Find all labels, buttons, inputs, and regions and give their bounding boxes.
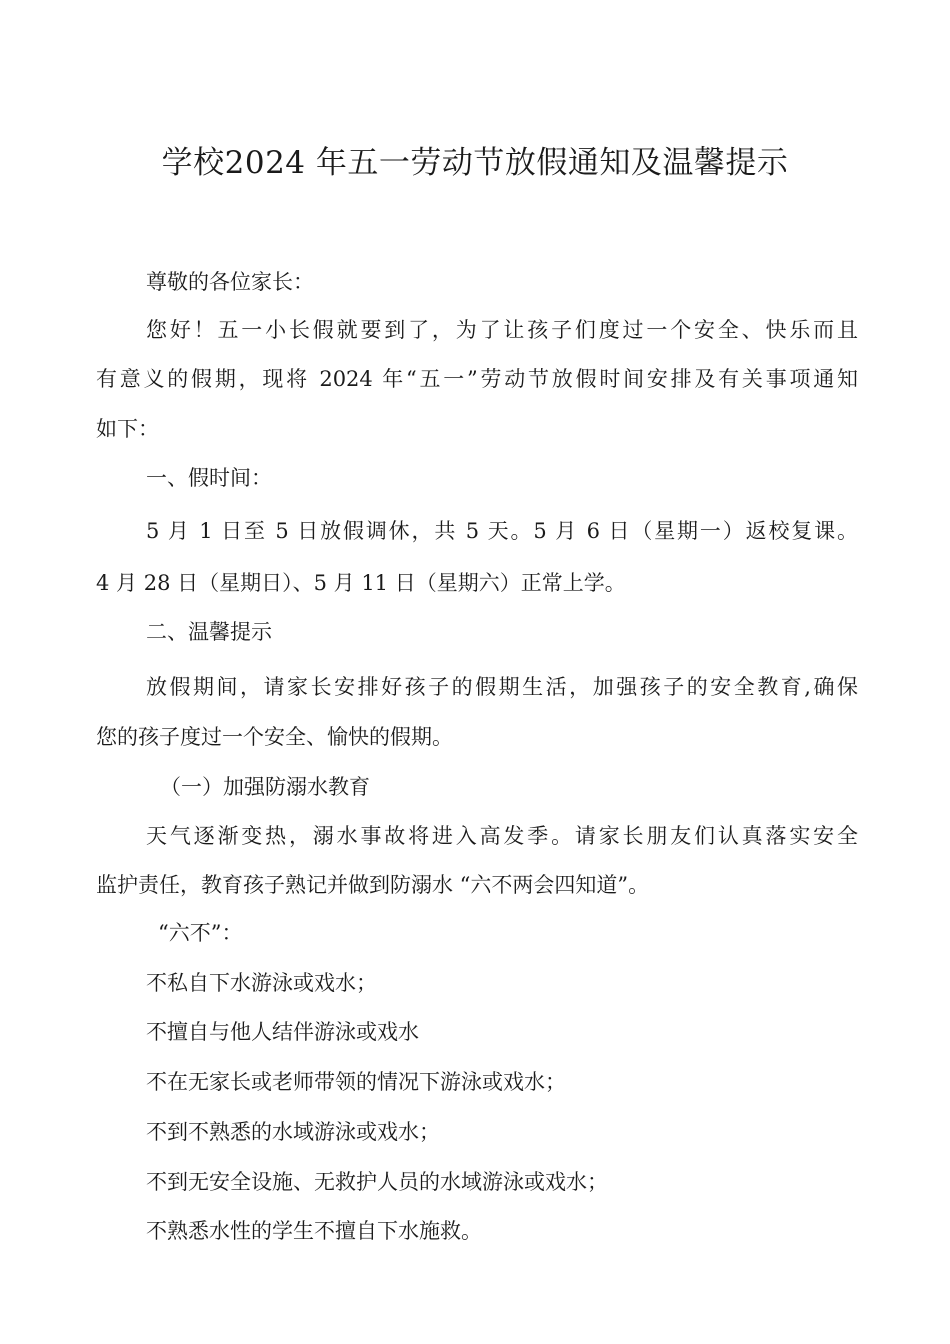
section-1-heading: 一、假时间： — [146, 466, 272, 490]
intro-line-3: 如下： — [96, 417, 159, 441]
list-item: 不熟悉水性的学生不擅自下水施救。 — [146, 1219, 482, 1243]
document-title: 学校2024 年五一劳动节放假通知及温馨提示 — [161, 145, 789, 181]
intro-line-2: 有意义的假期，现将 2024 年“五一”劳动节放假时间安排及有关事项通知 — [96, 367, 858, 391]
salutation: 尊敬的各位家长： — [146, 270, 314, 294]
list-item: 不在无家长或老师带领的情况下游泳或戏水； — [146, 1070, 566, 1094]
section-2-line-2: 您的孩子度过一个安全、愉快的假期。 — [96, 725, 453, 749]
subsection-1-line-1: 天气逐渐变热，溺水事故将进入高发季。请家长朋友们认真落实安全 — [146, 824, 858, 848]
list-item: 不到不熟悉的水域游泳或戏水； — [146, 1120, 440, 1144]
list-item: 不到无安全设施、无救护人员的水域游泳或戏水； — [146, 1170, 608, 1194]
section-1-line-1: 5 月 1 日至 5 日放假调休，共 5 天。5 月 6 日（星期一）返校复课。 — [146, 519, 858, 543]
list-item: 不私自下水游泳或戏水； — [146, 971, 377, 995]
intro-line-1: 您好！五一小长假就要到了，为了让孩子们度过一个安全、快乐而且 — [146, 318, 858, 342]
subsection-1-line-2: 监护责任，教育孩子熟记并做到防溺水 “六不两会四知道”。 — [96, 873, 650, 897]
subsection-1-heading: （一）加强防溺水教育 — [160, 775, 370, 799]
section-2-line-1: 放假期间，请家长安排好孩子的假期生活，加强孩子的安全教育,确保 — [146, 675, 858, 699]
six-no-label: “六不”： — [158, 921, 243, 945]
section-1-line-2: 4 月 28 日（星期日）、5 月 11 日（星期六）正常上学。 — [96, 571, 626, 595]
list-item: 不擅自与他人结伴游泳或戏水 — [146, 1020, 419, 1044]
section-2-heading: 二、温馨提示 — [146, 620, 272, 644]
